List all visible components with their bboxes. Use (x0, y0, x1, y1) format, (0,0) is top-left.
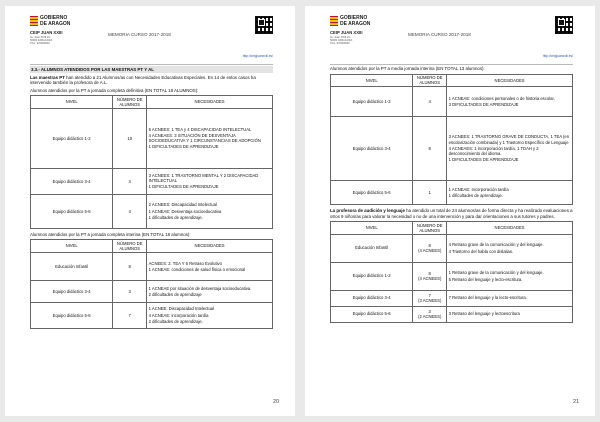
table-header-row (331, 74, 573, 86)
need-item: 1 ACNEAE por situación de desventaja socioeducativa. (148, 285, 252, 291)
page-21 (305, 6, 595, 416)
count-cell: 1 (413, 181, 447, 205)
count-value: 8 (428, 270, 431, 276)
count-cell (413, 290, 447, 306)
table2-caption: Alumnos atendidos por la PT a jornada completa interina (EN TOTAL 18 alumnos): (30, 231, 191, 237)
pt-interina-table (30, 239, 273, 328)
need-item: 4 Trastorno del habla con dislalias. (448, 248, 514, 254)
table-row (31, 252, 273, 280)
need-item: 1 ACNEAE: condiciones personales o de historia escolar. (448, 95, 555, 101)
need-item: 5 ACNEES: 1 TEA y 4 DISCAPACIDAD INTELECTUAL (148, 126, 252, 132)
intro-text: han atendido a 21 Alumnos/as con Necesidades Educativas Especiales. En 14 de estos casos ha intervenido también la profesora de A.L. (30, 74, 256, 86)
col-nivel: NIVEL (31, 96, 113, 108)
col-numero: NÚMERO DE ALUMNOS (113, 96, 147, 108)
header-divider (30, 64, 273, 65)
al-paragraph (330, 208, 573, 219)
page-content (30, 66, 273, 332)
page-content (330, 66, 573, 326)
needs-cell (147, 280, 273, 302)
address-line: Av. Juan XXIII s/n (30, 36, 51, 39)
col-numero: NÚMERO DE ALUMNOS (413, 74, 447, 86)
count-cell (413, 262, 447, 290)
page-header (30, 16, 273, 64)
count-cell: 4 (113, 168, 147, 194)
need-item: 4 ACNEAE: incorporación tardía (148, 312, 209, 318)
logo-line-2: DE ARAGON (40, 20, 71, 27)
level-cell: Equipo didáctico 1-2 (331, 87, 413, 117)
level-cell: Educación Infantil (31, 252, 113, 280)
count-acnees: (3 ACNEES) (418, 298, 442, 304)
aragon-flag-icon (330, 16, 338, 26)
page-header (330, 16, 573, 64)
need-item: 1 DIFICULTADES DE APRENDIZAJE (148, 184, 219, 190)
website-link[interactable]: http://ceipjuanxxiii.es/ (542, 54, 573, 58)
count-acnees: (4 ACNEES) (418, 276, 442, 282)
table-header-row (31, 96, 273, 108)
needs-cell (147, 168, 273, 194)
col-numero: NÚMERO DE ALUMNOS (413, 222, 447, 234)
needs-cell (147, 108, 273, 168)
col-necesidades: NECESIDADES (147, 240, 273, 252)
col-numero: NÚMERO DE ALUMNOS (113, 240, 147, 252)
table-row (331, 87, 573, 117)
level-cell: Equipo didáctico 5-6 (31, 194, 113, 228)
school-address (330, 36, 370, 46)
need-item: 3 ACNEES: 1 TRASTORNO GRAVE DE CONDUCTA, 1 TEA (en escolarización combinada) y 1 Trastorno Específico de Lenguaje (448, 134, 570, 145)
need-item: 1 ACNEAE: Incorporación tardía (448, 186, 509, 192)
need-item: ACNEES: 2. TEA Y 5 Retraso Evolutivo (148, 260, 222, 266)
address-line: Av. Juan XXIII s/n (330, 36, 351, 39)
table-row (31, 108, 273, 168)
count-cell: 4 (113, 194, 147, 228)
school-name: CEIP JUAN XXIII (30, 30, 63, 35)
level-cell: Equipo didáctico 3-4 (31, 168, 113, 194)
needs-cell (447, 87, 573, 117)
level-cell: Equipo didáctico 5-6 (331, 306, 413, 322)
table-row (331, 234, 573, 262)
school-address (30, 36, 70, 46)
table3-caption: Alumnos atendidos por la PT a media jornada interina (EN TOTAL 13 alumnos): (330, 66, 485, 71)
col-necesidades: NECESIDADES (147, 96, 273, 108)
need-item: 1 ACNEAE: condiciones de salud física o emocional (148, 266, 246, 272)
need-item: 3 Retraso del lenguaje y lectoescritura (448, 311, 520, 317)
count-value: 3 (428, 308, 431, 314)
needs-cell (147, 252, 273, 280)
address-line: Tfno. 976000000 (30, 42, 50, 46)
aragon-flag-icon (30, 16, 38, 26)
page-number: 20 (273, 399, 280, 405)
level-cell: Equipo didáctico 5-6 (331, 181, 413, 205)
count-cell: 8 (113, 252, 147, 280)
level-cell: Equipo didáctico 5-6 (31, 302, 113, 328)
intro-paragraph (30, 75, 273, 86)
pt-media-jornada-table (330, 74, 573, 205)
table-row (31, 280, 273, 302)
table-row (31, 302, 273, 328)
logo-line-1: GOBIERNO (40, 15, 68, 21)
qr-code-icon (255, 16, 273, 34)
count-cell: 7 (113, 302, 147, 328)
col-nivel: NIVEL (331, 222, 413, 234)
address-line: 50000 ZARAGOZA (330, 39, 353, 43)
needs-cell (147, 302, 273, 328)
needs-cell (447, 262, 573, 290)
al-bold: La profesora de audición y lenguaje (330, 208, 405, 213)
needs-cell (447, 306, 573, 322)
level-cell: Equipo didáctico 3-4 (331, 117, 413, 181)
table-row (331, 262, 573, 290)
level-cell: Educación Infantil (331, 234, 413, 262)
qr-code-icon (555, 16, 573, 34)
table-row (31, 168, 273, 194)
table-header-row (31, 240, 273, 252)
table-row (331, 306, 573, 322)
table1-caption: Alumnos atendidos por la PT a jornada completa definitiva (EN TOTAL 18 ALUMNOS): (30, 87, 199, 93)
col-necesidades: NECESIDADES (447, 74, 573, 86)
al-text: ha atendido un total de 24 alumnos/as de forma directa y ha realizado evaluaciones a otros 9 niños/as para valorar la necesidad o no de una intervención y para dar orientaciones a sus tutores y padres. (330, 208, 573, 219)
website-link[interactable]: http://ceipjuanxxiii.es/ (242, 54, 273, 58)
need-item: 1 DIFICULTADES DE APRENDIZAJE (148, 144, 219, 150)
memoria-title: MEMORIA CURSO 2017-2018 (108, 32, 171, 37)
need-item: 4 ACNEAES: 3 SITUACIÓN DE DESVENTAJA SOCIOEDUCATIVA Y 1 CIRCUNSTANCIAS DE ADOPCIÓN (148, 133, 261, 144)
need-item: 3 ACNEES: 1 TRASTORNO MENTAL Y 2 DISCAPACIDAD INTELECTUAL (148, 172, 259, 184)
need-item: 2 ACNEES: Discapacidad Intelectual (148, 202, 217, 208)
count-cell (413, 234, 447, 262)
table-row (331, 290, 573, 306)
count-acnees: (4 ACNEES) (418, 248, 442, 254)
need-item: 2 dificultades de aprendizaje. (148, 318, 203, 324)
header-divider (330, 64, 573, 65)
col-nivel: NIVEL (331, 74, 413, 86)
school-name: CEIP JUAN XXIII (330, 30, 363, 35)
count-value: 7 (428, 292, 431, 298)
count-cell (413, 306, 447, 322)
need-item: 1 ACNEAE: Desventaja socioeducativa (148, 208, 222, 214)
need-item: 1 ACNEE: Discapacidad Intelectual (148, 306, 215, 312)
needs-cell (147, 194, 273, 228)
table-row (331, 181, 573, 205)
page-number: 21 (573, 399, 580, 405)
logo-line-2: DE ARAGON (340, 20, 371, 27)
needs-cell (447, 290, 573, 306)
count-cell: 10 (113, 108, 147, 168)
need-item: 5 Retraso del lenguaje y lecto-escritura. (448, 276, 523, 282)
intro-bold: Las maestras PT (30, 74, 65, 80)
table-row (31, 194, 273, 228)
count-cell: 4 (413, 87, 447, 117)
table-row (331, 117, 573, 181)
col-necesidades: NECESIDADES (447, 222, 573, 234)
needs-cell (447, 181, 573, 205)
col-nivel: NIVEL (31, 240, 113, 252)
need-item: 4 ACNEAES: 1 incorporación tardía, 1 TDAH y 2 desconocimiento del idioma. (448, 145, 539, 157)
needs-cell (447, 234, 573, 262)
needs-cell (447, 117, 573, 181)
al-table (330, 221, 573, 322)
count-cell: 3 (113, 280, 147, 302)
level-cell: Equipo didáctico 3-4 (31, 280, 113, 302)
memoria-title: MEMORIA CURSO 2017-2018 (408, 32, 471, 37)
page-20 (5, 6, 295, 416)
address-line: Tfno. 976000000 (330, 42, 350, 46)
address-line: 50000 ZARAGOZA (30, 39, 53, 43)
level-cell: Equipo didáctico 1-2 (331, 262, 413, 290)
count-acnees: (2 ACNEES) (418, 314, 442, 320)
need-item: 2 dificultades de aprendizaje (148, 291, 202, 297)
need-item: 1 Retraso grave de la comunicación y del lenguaje. (448, 270, 544, 276)
level-cell: Equipo didáctico 1-2 (31, 108, 113, 168)
need-item: 4 Retraso grave de la comunicación y del lenguaje. (448, 242, 544, 248)
need-item: 7 Retraso del lenguaje y la lecto-escritura. (448, 295, 527, 301)
table-header-row (331, 222, 573, 234)
level-cell: Equipo didáctico 3-4 (331, 290, 413, 306)
count-cell: 8 (413, 117, 447, 181)
section-title: 3.3.- ALUMNOS ATENDIDOS POR LAS MAESTRAS PT Y AL (30, 66, 273, 73)
pt-definitiva-table (30, 95, 273, 228)
count-value: 8 (428, 242, 431, 248)
need-item: 1 DIFICULTADES DE APRENDIZAJE (448, 157, 519, 163)
need-item: 1 dificultades de aprendizaje. (148, 214, 203, 220)
logo-line-1: GOBIERNO (340, 15, 368, 21)
need-item: 1 dificultades de aprendizaje. (448, 193, 503, 198)
need-item: 3 DIFICULTADES DE APRENDIZAJE (448, 102, 519, 107)
